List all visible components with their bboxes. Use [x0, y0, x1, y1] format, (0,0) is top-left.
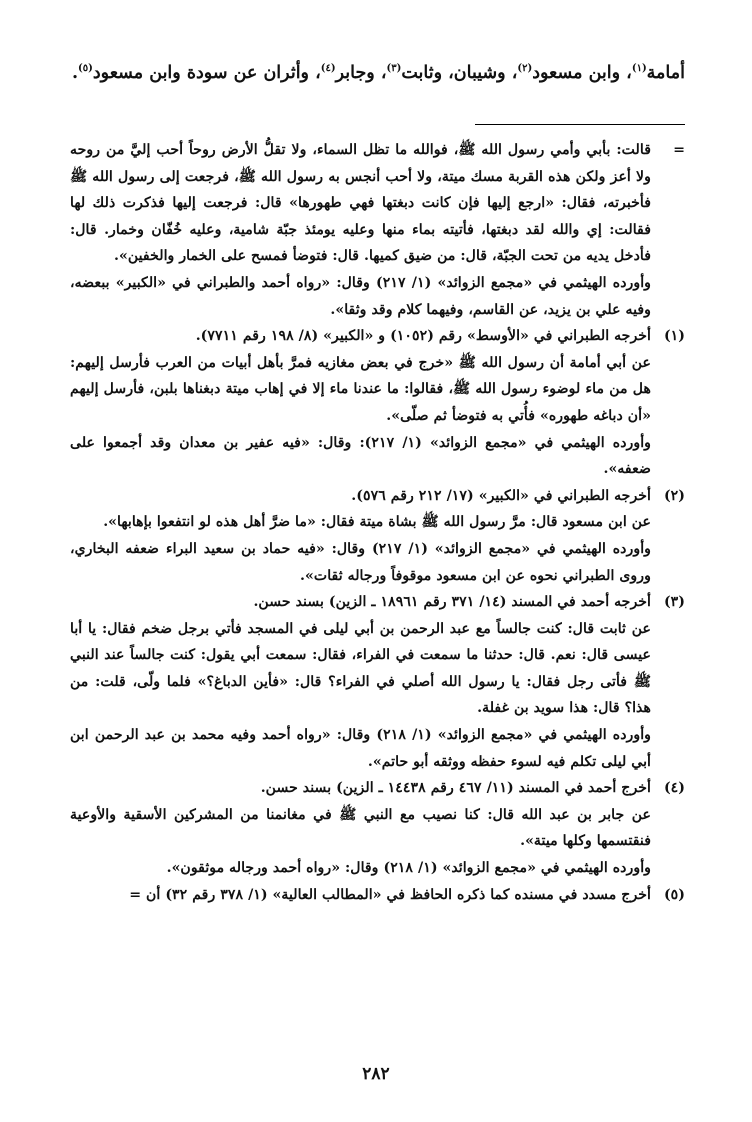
footnote-paragraph: عن ابن مسعود قال: مرَّ رسول الله ﷺ بشاة ميتة فقال: «ما ضرَّ أهل هذه لو انتفعوا بإهابها».: [103, 514, 651, 531]
footnote-number: (٣): [663, 594, 685, 611]
footnote-ref-2: (٢): [517, 63, 533, 75]
footnote-3: [70, 589, 685, 775]
main-text-segment: أمامة: [646, 63, 685, 83]
footnote-number: (١): [663, 328, 685, 345]
footnote-5: [70, 882, 685, 909]
footnote-paragraph: عن جابر بن عبد الله قال: كنا نصيب مع النبي ﷺ في مغانمنا من المشركين الأسقية والأوعية فنقتسمها وكلها ميتة».: [70, 806, 651, 850]
main-text-segment: ، وجابر: [335, 63, 387, 83]
footnote-ref-4: (٤): [320, 63, 336, 75]
footnote-number: (٤): [663, 780, 685, 797]
footnote-ref-3: (٣): [386, 63, 402, 75]
footnote-paragraph: أخرج مسدد في مسنده كما ذكره الحافظ في «المطالب العالية» (١/ ٣٧٨ رقم ٣٢) أن =: [129, 886, 651, 903]
main-text-segment: ، وابن مسعود: [532, 63, 632, 83]
footnote-paragraph: أخرجه الطبراني في «الكبير» (١٧/ ٢١٢ رقم ٥٧٦).: [351, 487, 651, 504]
footnote-paragraph: وأورده الهيثمي في «مجمع الزوائد» (١/ ٢١٨) وقال: «رواه أحمد وفيه محمد بن عبد الرحمن ابن أبي ليلى تكلم فيه لسوء حفظه ووثقه أبو حاتم».: [70, 727, 652, 770]
footnote-paragraph: عن أبي أمامة أن رسول الله ﷺ «خرج في بعض مغازيه فمرَّ بأهل أبيات من العرب فأرسل إليهم: هل من ماء لوضوء رسول الله ﷺ، فقالوا: ما عندنا ماء إلا في إهاب ميتة دبغناها بلبن، فأرسل إليهم «أن دباغه طهوره» فأُتي به فتوضأ ثم صلّى».: [70, 354, 651, 424]
footnote-paragraph: قالت: بأبي وأمي رسول الله ﷺ، فوالله ما تظل السماء، ولا تقلُّ الأرض روحاً أحب إليَّ من روحه ولا أعز ولكن هذه القربة مسك ميتة، ولا أحب أنجس به رسول الله ﷺ، فرجعت إلى رسول الله ﷺ فأخبرته، فقال: «ارجع إليها فإن كانت دبغتها فهي طهورها» قال: فرجعت إليها فذكرت ذلك لها فقالت: إي والله لقد دبغتها، فأتيته بماء منها وعليه يومئذ جبّة شامية، وعليه خُفّان وخمار. قال: فأدخل يديه من تحت الجبّة، قال: من ضيق كميها. قال: فتوضأ فمسح على الخمار والخفين».: [70, 142, 651, 265]
footnote-divider: [475, 124, 685, 125]
footnote-ref-5: (٥): [78, 63, 93, 75]
footnote-4: [70, 775, 685, 881]
continuation-marker: =: [673, 142, 685, 158]
footnote-1: [70, 323, 685, 483]
footnote-continuation: [70, 137, 685, 323]
footnote-paragraph: وأورده الهيثمي في «مجمع الزوائد» (١/ ٢١٧) وقال: «فيه حماد بن سعيد البراء ضعفه البخاري، وروى الطبراني نحوه عن ابن مسعود موقوفاً ورجاله ثقات».: [70, 540, 652, 584]
page-body: [70, 58, 685, 908]
footnote-paragraph: وأورده الهيثمي في «مجمع الزوائد» (١/ ٢١٧): وقال: «فيه عفير بن معدان وقد أجمعوا على ضعفه».: [70, 434, 652, 478]
footnote-number: (٢): [663, 487, 685, 504]
footnote-paragraph: عن ثابت قال: كنت جالساً مع عبد الرحمن بن أبي ليلى في المسجد فأتي برجل ضخم فقال: يا أبا عيسى قال: نعم. قال: حدثنا ما سمعت في الفراء، فقال: سمعت أبي يقول: كنت جالساً عند النبي ﷺ فأتى رجل فقال: يا رسول الله أصلي في الفراء؟ قال: «فأين الدباغ؟» فلما ولّى، قلت: من هذا؟ قال: هذا سويد بن غفلة.: [70, 620, 651, 717]
main-text-segment: ، وأثران عن سودة وابن مسعود: [92, 63, 321, 83]
footnote-paragraph: وأورده الهيثمي في «مجمع الزوائد» (١/ ٢١٨) وقال: «رواه أحمد ورجاله موثقون».: [166, 860, 651, 877]
footnote-paragraph: أخرجه الطبراني في «الأوسط» رقم (١٠٥٢) و «الكبير» (٨/ ١٩٨ رقم ٧٧١١).: [195, 328, 651, 345]
main-paragraph: [70, 58, 685, 88]
footnote-paragraph: وأورده الهيثمي في «مجمع الزوائد» (١/ ٢١٧) وقال: «رواه أحمد والطبراني في «الكبير» ببعضه، وفيه علي بن يزيد، عن القاسم، وفيهما كلام وقد وثقا».: [70, 274, 652, 318]
main-text-segment: .: [71, 63, 79, 83]
main-text-segment: ، وشيبان، وثابت: [401, 63, 518, 83]
footnote-ref-1: (١): [631, 63, 647, 75]
page-number: ٢٨٢: [362, 1064, 390, 1084]
footnote-2: [70, 483, 685, 589]
footnote-paragraph: أخرجه أحمد في المسند (١٤/ ٣٧١ رقم ١٨٩٦١ ـ الزين) بسند حسن.: [253, 594, 651, 611]
footnote-number: (٥): [663, 886, 685, 903]
footnote-paragraph: أخرج أحمد في المسند (١١/ ٤٦٧ رقم ١٤٤٣٨ ـ الزين) بسند حسن.: [260, 780, 651, 797]
